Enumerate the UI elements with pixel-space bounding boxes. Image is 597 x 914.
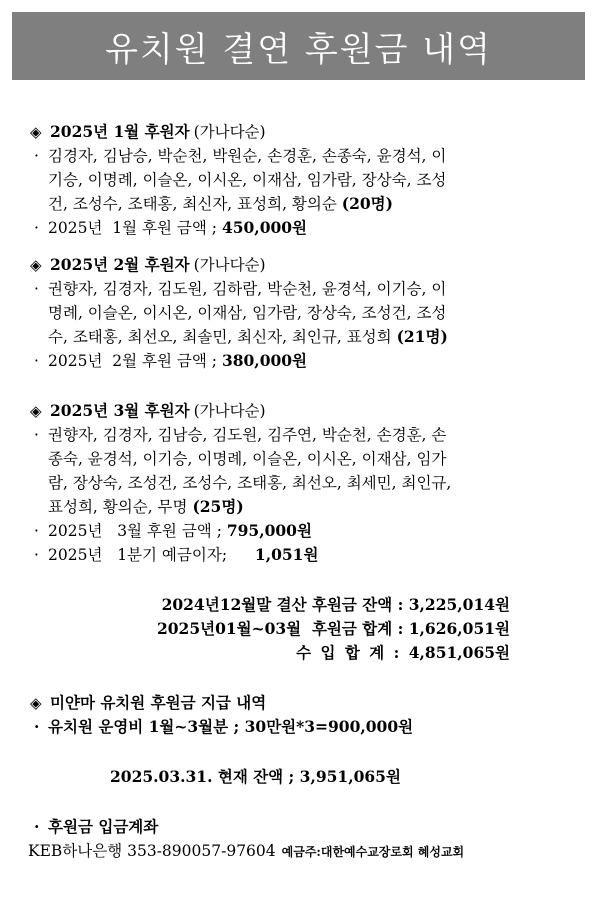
account-owner: 예금주:대한예수교장로회 혜성교회 — [281, 845, 465, 859]
amount-value: 450,000원 — [221, 218, 308, 237]
summary-value: 3,225,014원 — [408, 595, 510, 614]
bullet-icon: · — [34, 280, 39, 298]
diamond-icon: ◈ — [30, 694, 42, 712]
names-line: 명례, 이슬온, 이시온, 이재삼, 임가람, 장상숙, 조성건, 조성 — [48, 304, 447, 322]
names-line — [48, 325, 570, 349]
amount-value: 380,000원 — [221, 351, 308, 370]
donor-count: (20명) — [341, 194, 393, 213]
bullet-icon: · — [34, 219, 39, 237]
summary-value: 1,626,051원 — [408, 619, 510, 638]
donor-count: (21명) — [396, 327, 448, 346]
bullet-icon: · — [34, 426, 39, 444]
section-heading — [30, 253, 570, 277]
bullet-icon: · — [34, 546, 39, 564]
payment-heading — [30, 691, 570, 715]
names-text: 표성희, 황의순, 무명 — [48, 498, 188, 516]
bank-account-number: KEB하나은행 353-890057-97604 — [28, 842, 276, 860]
diamond-icon: ◈ — [30, 402, 42, 420]
heading-text: 2025년 1월 후원자 — [50, 122, 190, 141]
donor-names — [30, 423, 570, 519]
account-section — [30, 815, 570, 864]
bullet-icon: · — [34, 147, 39, 165]
donor-names — [30, 144, 570, 216]
donor-names — [30, 277, 570, 349]
payment-line — [30, 715, 570, 739]
names-line — [48, 192, 570, 216]
names-line: 권향자, 김경자, 김도원, 김하람, 박순천, 윤경석, 이기승, 이 — [48, 280, 447, 298]
heading-text: 2025년 3월 후원자 — [50, 401, 190, 420]
interest-line — [30, 543, 570, 567]
account-label-line — [30, 815, 570, 839]
names-line: 람, 장상숙, 조성건, 조성수, 조태홍, 최선오, 최세민, 최인규, — [48, 474, 452, 492]
names-text: 수, 조태홍, 최선오, 최솔민, 최신자, 최인규, 표성희 — [48, 328, 392, 346]
bullet-icon: · — [34, 717, 40, 736]
names-line: 권향자, 김경자, 김남승, 김도원, 김주연, 박순천, 손경훈, 손 — [48, 426, 447, 444]
summary-row-quarter-total — [30, 617, 510, 641]
diamond-icon: ◈ — [30, 123, 42, 141]
account-info — [28, 839, 570, 864]
names-line — [48, 495, 570, 519]
heading-note: (가나다순) — [193, 256, 266, 274]
current-balance: 2025.03.31. 현재 잔액 ; 3,951,065원 — [110, 767, 401, 786]
interest-label: 2025년 1분기 예금이자; — [48, 546, 237, 564]
heading-text: 2025년 2월 후원자 — [50, 255, 190, 274]
interest-value: 1,051원 — [254, 545, 319, 564]
page-title: 유치원 결연 후원금 내역 — [12, 12, 585, 80]
donor-count: (25명) — [192, 497, 244, 516]
diamond-icon: ◈ — [30, 256, 42, 274]
heading-note: (가나다순) — [193, 402, 266, 420]
section-heading — [30, 399, 570, 423]
payment-text: 유치원 운영비 1월~3월분 ; 30만원*3=900,000원 — [48, 717, 414, 736]
summary-row-income-total — [30, 641, 510, 665]
names-line: 김경자, 김남승, 박순천, 박원순, 손경훈, 손종숙, 윤경석, 이 — [48, 147, 447, 165]
section-january — [30, 120, 570, 240]
names-line: 종숙, 윤경석, 이기승, 이명례, 이슬온, 이시온, 이재삼, 임가 — [48, 450, 447, 468]
amount-line — [30, 216, 570, 240]
heading-note: (가나다순) — [193, 123, 266, 141]
amount-line — [30, 519, 570, 543]
bullet-icon: · — [34, 522, 39, 540]
amount-label: 2025년 2월 후원 금액 ; — [48, 352, 222, 370]
names-line: 기승, 이명례, 이슬온, 이시온, 이재삼, 임가람, 장상숙, 조성 — [48, 171, 447, 189]
amount-line — [30, 349, 570, 373]
amount-label: 2025년 3월 후원 금액 ; — [48, 522, 227, 540]
section-heading — [30, 120, 570, 144]
account-label: 후원금 입금계좌 — [48, 817, 159, 836]
summary-label: 2024년12월말 결산 후원금 잔액 : — [161, 595, 409, 614]
payment-section — [30, 691, 570, 739]
summary-block — [30, 593, 570, 665]
amount-label: 2025년 1월 후원 금액 ; — [48, 219, 222, 237]
names-text: 건, 조성수, 조태홍, 최신자, 표성희, 황의순 — [48, 195, 337, 213]
heading-text: 미얀마 유치원 후원금 지급 내역 — [50, 693, 267, 712]
summary-row-prior-balance — [30, 593, 510, 617]
amount-value: 795,000원 — [226, 521, 312, 540]
bullet-icon: · — [34, 817, 40, 836]
summary-label: 2025년01월~03월 후원금 합계 : — [156, 619, 409, 638]
summary-label: 수 입 합 계 : — [296, 643, 409, 662]
section-march — [30, 399, 570, 567]
report-body — [30, 120, 570, 864]
bullet-icon: · — [34, 352, 39, 370]
section-february — [30, 253, 570, 373]
summary-value: 4,851,065원 — [408, 643, 510, 662]
